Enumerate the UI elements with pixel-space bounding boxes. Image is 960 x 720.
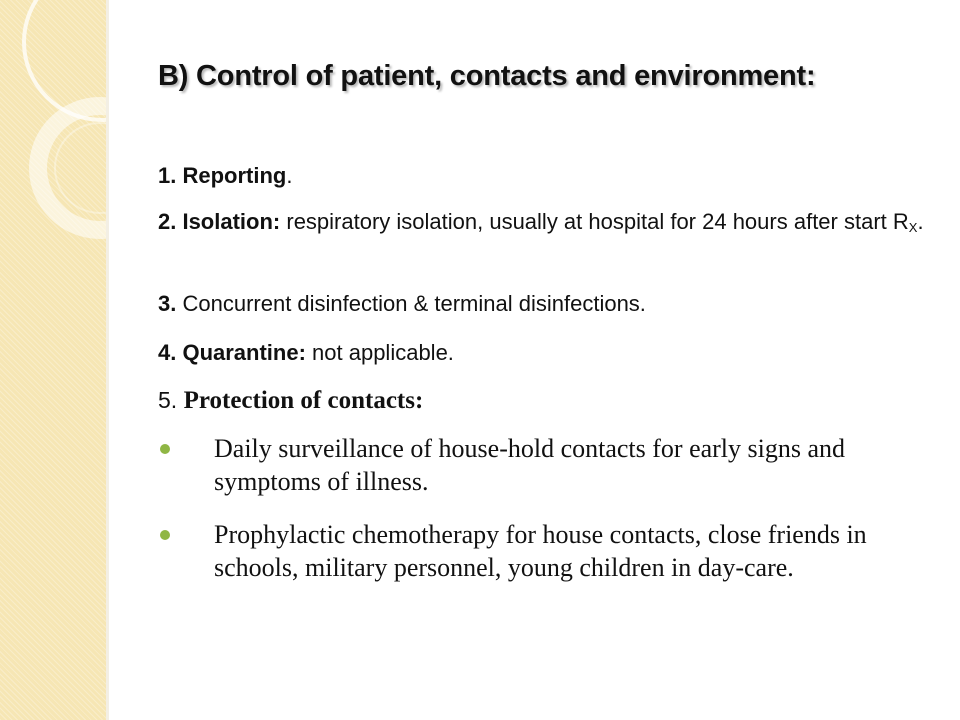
item-isolation-label: 2. Isolation: (158, 209, 281, 234)
bullet-dot-icon (160, 530, 170, 540)
slide-title: B) Control of patient, contacts and environment: (158, 60, 816, 92)
bullet-text: Prophylactic chemotherapy for house contacts, close friends in schools, military personnel, young children in day-care. (214, 520, 867, 582)
item-isolation-end: . (917, 209, 924, 234)
item-isolation (158, 206, 934, 238)
decorative-rings-icon (0, 0, 106, 720)
item-quarantine (158, 337, 454, 369)
item-reporting (158, 160, 292, 192)
sidebar-divider (106, 0, 109, 720)
item-reporting-punct: . (286, 163, 293, 188)
item-disinfection (158, 288, 646, 320)
item-protection-label: Protection of contacts: (183, 387, 424, 414)
item-isolation-text: respiratory isolation, usually at hospital for 24 hours after start R (280, 209, 909, 234)
item-quarantine-text: not applicable. (305, 340, 454, 365)
item-disinfection-label: 3. (158, 291, 177, 316)
item-quarantine-label: 4. Quarantine: (158, 340, 306, 365)
item-disinfection-text: Concurrent disinfection & terminal disinfections. (176, 291, 646, 316)
item-isolation-subscript: X (908, 220, 918, 235)
item-protection-number: 5. (158, 387, 184, 413)
bullet-dot-icon (160, 444, 170, 454)
bullet-text: Daily surveillance of house-hold contacts for early signs and symptoms of illness. (214, 434, 846, 496)
decorative-sidebar (0, 0, 106, 720)
item-protection (158, 384, 423, 417)
item-reporting-label: 1. Reporting (158, 163, 287, 188)
